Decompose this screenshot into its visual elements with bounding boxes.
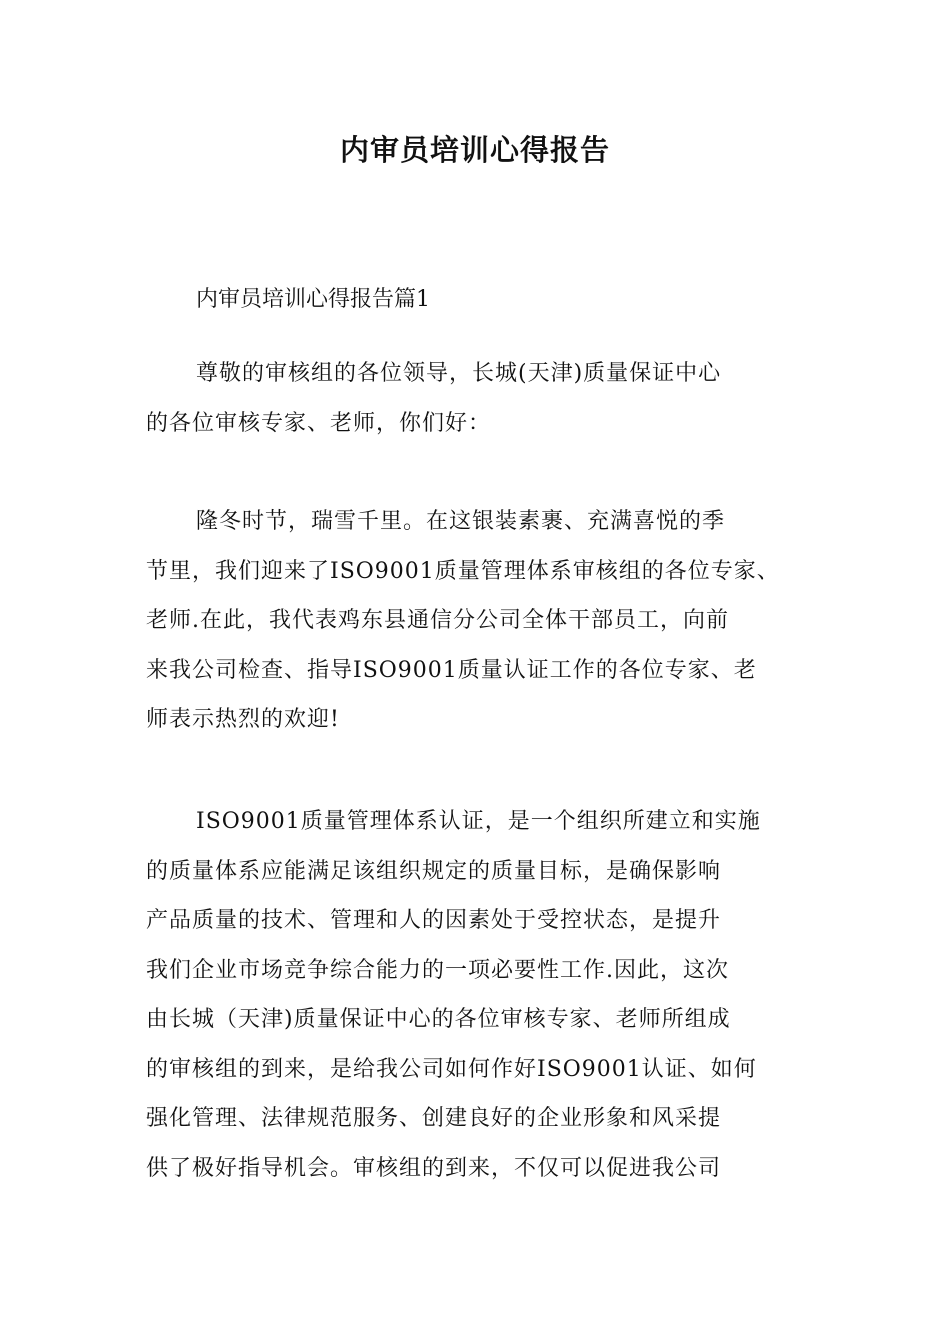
section-heading: 内审员培训心得报告篇1 — [196, 287, 430, 312]
text-line: 产品质量的技术、管理和人的因素处于受控状态，是提升 — [146, 908, 722, 933]
text-line: 老师.在此，我代表鸡东县通信分公司全体干部员工，向前 — [146, 608, 729, 633]
text-line: 强化管理、法律规范服务、创建良好的企业形象和风采提 — [146, 1106, 722, 1131]
document-title: 内审员培训心得报告 — [339, 133, 610, 167]
text-line: 供了极好指导机会。审核组的到来，不仅可以促进我公司 — [146, 1155, 722, 1181]
text-line: 的各位审核专家、老师，你们好： — [146, 410, 492, 436]
text-line: ISO9001质量管理体系认证，是一个组织所建立和实施 — [196, 809, 761, 834]
text-line: 的审核组的到来，是给我公司如何作好ISO9001认证、如何 — [146, 1056, 757, 1082]
text-line: 由长城（天津)质量保证中心的各位审核专家、老师所组成 — [146, 1007, 731, 1032]
text-line: 节里，我们迎来了ISO9001质量管理体系审核组的各位专家、 — [146, 558, 780, 584]
paragraph-greeting — [146, 356, 826, 455]
text-line: 尊敬的审核组的各位领导，长城(天津)质量保证中心 — [196, 361, 722, 386]
text-line: 隆冬时节，瑞雪千里。在这银装素裹、充满喜悦的季 — [196, 509, 726, 534]
text-line: 来我公司检查、指导ISO9001质量认证工作的各位专家、老 — [146, 657, 757, 683]
paragraph-welcome — [146, 504, 826, 752]
text-line: 的质量体系应能满足该组织规定的质量目标，是确保影响 — [146, 858, 722, 884]
text-line: 师表示热烈的欢迎! — [146, 707, 340, 732]
text-line: 我们企业市场竞争综合能力的一项必要性工作.因此，这次 — [146, 957, 729, 983]
paragraph-iso9001 — [146, 804, 826, 1200]
